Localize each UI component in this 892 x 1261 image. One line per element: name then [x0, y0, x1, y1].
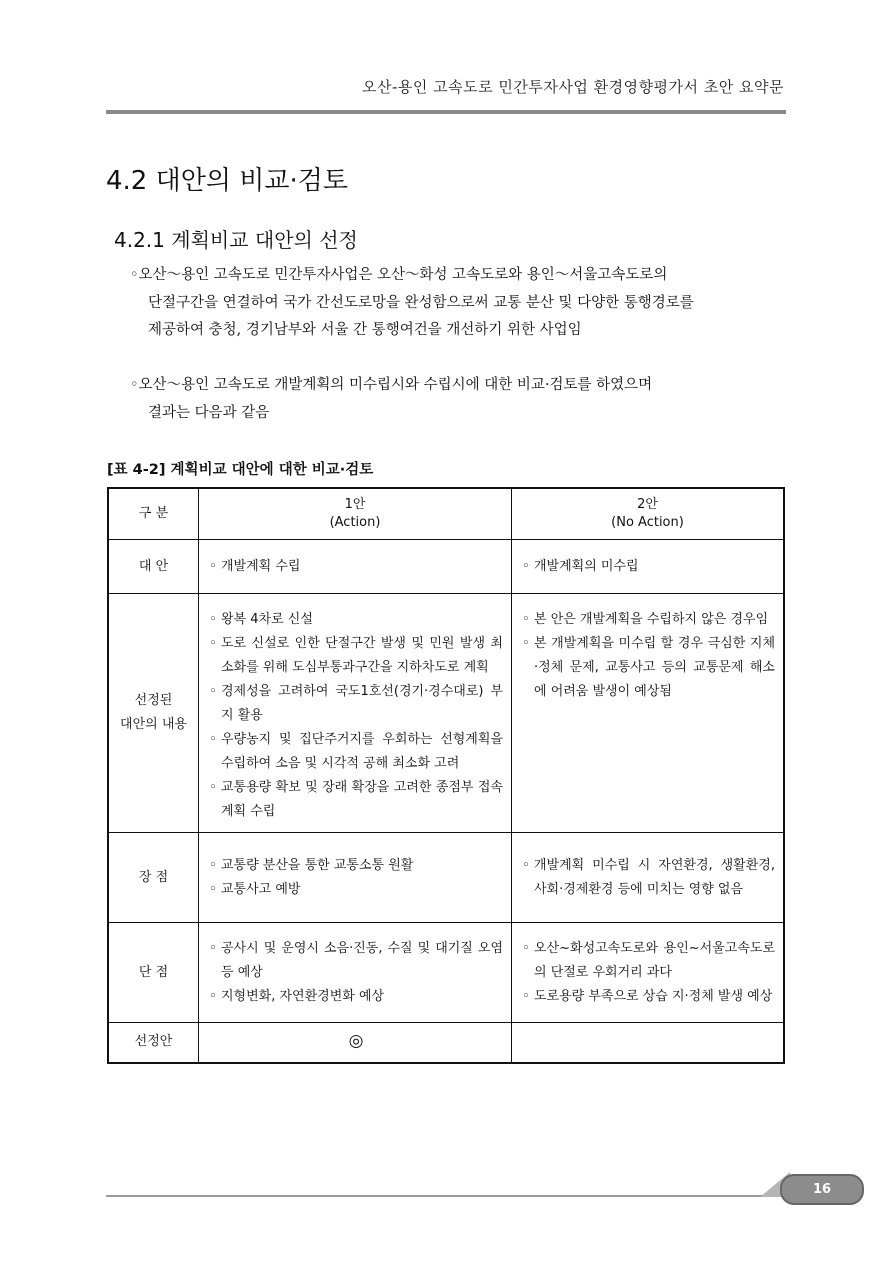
table-row-pros [108, 833, 784, 923]
row-label-cell [108, 1023, 199, 1063]
bullet-list [209, 608, 503, 824]
bullet-icon: ◦ [522, 988, 530, 1004]
bullet-list [522, 854, 775, 902]
bullet-icon: ◦ [522, 940, 530, 956]
row-label-cell [108, 923, 199, 1023]
footer-divider [106, 1195, 786, 1197]
row-label: 대 안 [138, 558, 169, 574]
bullet-list [522, 937, 775, 1009]
option1-cell [199, 833, 512, 923]
option2-title: 2안 [637, 497, 658, 512]
bullet-icon: ◦ [209, 857, 217, 873]
list-item [209, 985, 503, 1009]
header-divider [106, 110, 786, 114]
subsection-heading: 4.2.1 계획비교 대안의 선정 [114, 228, 358, 252]
option2-cell [512, 923, 785, 1023]
list-item [209, 632, 503, 680]
list-item [522, 608, 775, 632]
table-row-selected [108, 1023, 784, 1063]
list-item-text: 개발계획 미수립 시 자연환경, 생활환경, 사회·경제환경 등에 미치는 영향 없음 [534, 857, 775, 897]
bullet-icon: ◦ [209, 881, 217, 897]
list-item-text: 왕복 4차로 신설 [221, 612, 313, 627]
option1-cell [199, 1023, 512, 1063]
paragraph-line: ◦오산～용인 고속도로 개발계획의 미수립시와 수립시에 대한 비교·검토를 하였으며 [130, 377, 653, 393]
option2-cell [512, 594, 785, 833]
list-item-text: 교통용량 확보 및 장래 확장을 고려한 종점부 접속계획 수립 [221, 780, 503, 819]
header-label-cell [108, 488, 199, 540]
list-item [209, 937, 503, 985]
paragraph-line: ◦오산～용인 고속도로 민간투자사업은 오산～화성 고속도로와 용인～서울고속도로의 [130, 267, 668, 283]
table-row-content [108, 594, 784, 833]
list-item [522, 632, 775, 704]
bullet-icon: ◦ [209, 940, 217, 956]
list-item-text: 도로용량 부족으로 상습 지·정체 발생 예상 [534, 988, 773, 1004]
list-item [522, 985, 775, 1009]
list-item [209, 608, 503, 632]
row-label-cell [108, 540, 199, 594]
bullet-icon: ◦ [209, 558, 217, 574]
option1-cell [199, 594, 512, 833]
row-label-cell [108, 594, 199, 833]
list-item [522, 937, 775, 985]
list-item [209, 555, 503, 579]
list-item-text: 개발계획의 미수립 [534, 558, 639, 574]
row-label: 장 점 [138, 869, 169, 885]
list-item-text: 오산~화성고속도로와 용인~서울고속도로의 단절로 우회거리 과다 [534, 940, 775, 980]
bullet-icon: ◦ [209, 636, 217, 651]
page-number-badge: 16 [780, 1174, 864, 1205]
list-item [209, 680, 503, 728]
row-label: 선정안 [134, 1034, 173, 1050]
option2-cell [512, 540, 785, 594]
list-item-text: 교통량 분산을 통한 교통소통 원활 [221, 857, 414, 873]
list-item [209, 854, 503, 878]
bullet-icon: ◦ [209, 732, 217, 747]
option2-subtitle: (No Action) [611, 515, 684, 530]
option1-title: 1안 [344, 497, 366, 512]
table-header-row [108, 488, 784, 540]
option1-cell [199, 540, 512, 594]
table-row-cons [108, 923, 784, 1023]
paragraph-line: 제공하여 충청, 경기남부와 서울 간 통행여건을 개선하기 위한 사업임 [148, 322, 582, 338]
list-item-text: 개발계획 수립 [221, 558, 301, 574]
section-heading: 4.2 대안의 비교·검토 [106, 166, 348, 196]
table-caption: [표 4-2] 계획비교 대안에 대한 비교·검토 [107, 462, 374, 478]
bullet-icon: ◦ [522, 612, 530, 627]
list-item-text: 공사시 및 운영시 소음·진동, 수질 및 대기질 오염 등 예상 [221, 940, 503, 980]
bullet-icon: ◦ [522, 558, 530, 574]
list-item [209, 776, 503, 824]
row-label-line2: 대안의 내용 [120, 717, 187, 732]
row-label-cell [108, 833, 199, 923]
option2-cell [512, 833, 785, 923]
bullet-icon: ◦ [209, 988, 217, 1004]
bullet-list [209, 555, 503, 579]
table-row-alternative [108, 540, 784, 594]
bullet-list [522, 555, 775, 579]
list-item-text: 교통사고 예방 [221, 881, 301, 897]
bullet-icon: ◦ [209, 612, 217, 627]
paragraph-line: 단절구간을 연결하여 국가 간선도로망을 완성함으로써 교통 분산 및 다양한 통행경로를 [148, 294, 694, 311]
list-item-text: 본 안은 개발계획을 수립하지 않은 경우임 [534, 612, 769, 627]
list-item-text: 본 개발계획을 미수립 할 경우 극심한 지체·정체 문제, 교통사고 등의 교통문제 해소에 어려움 발생이 예상됨 [534, 636, 775, 699]
bullet-icon: ◦ [209, 684, 217, 699]
comparison-table [107, 487, 785, 1064]
list-item-text: 도로 신설로 인한 단절구간 발생 및 민원 발생 최소화를 위해 도심부통과구간을 지하차도로 계획 [221, 636, 503, 675]
list-item [522, 854, 775, 902]
header-label: 구 분 [138, 506, 169, 521]
paragraph-1 [130, 262, 786, 345]
list-item-text: 지형변화, 자연환경변화 예상 [221, 988, 385, 1004]
row-label: 단 점 [138, 964, 169, 980]
bullet-list [522, 608, 775, 704]
option1-subtitle: (Action) [329, 515, 381, 530]
paragraph-2 [130, 372, 786, 427]
bullet-icon: ◦ [522, 857, 530, 873]
list-item [209, 728, 503, 776]
bullet-list [209, 937, 503, 1009]
row-label-line1: 선정된 [134, 693, 173, 708]
option2-cell [512, 1023, 785, 1063]
document-header-title: 오산-용인 고속도로 민간투자사업 환경영향평가서 초안 요약문 [362, 78, 784, 96]
bullet-icon: ◦ [209, 780, 217, 795]
list-item-text: 우량농지 및 집단주거지를 우회하는 선형계획을 수립하여 소음 및 시각적 공해 최소화 고려 [221, 732, 503, 771]
selected-mark-icon: ◎ [348, 1031, 364, 1052]
option1-cell [199, 923, 512, 1023]
list-item-text: 경제성을 고려하여 국도1호선(경기·경수대로) 부지 활용 [221, 684, 503, 723]
header-option1-cell [199, 488, 512, 540]
list-item [522, 555, 775, 579]
bullet-list [209, 854, 503, 902]
bullet-icon: ◦ [522, 636, 530, 651]
paragraph-line: 결과는 다음과 같음 [148, 404, 270, 421]
header-option2-cell [512, 488, 785, 540]
list-item [209, 878, 503, 902]
